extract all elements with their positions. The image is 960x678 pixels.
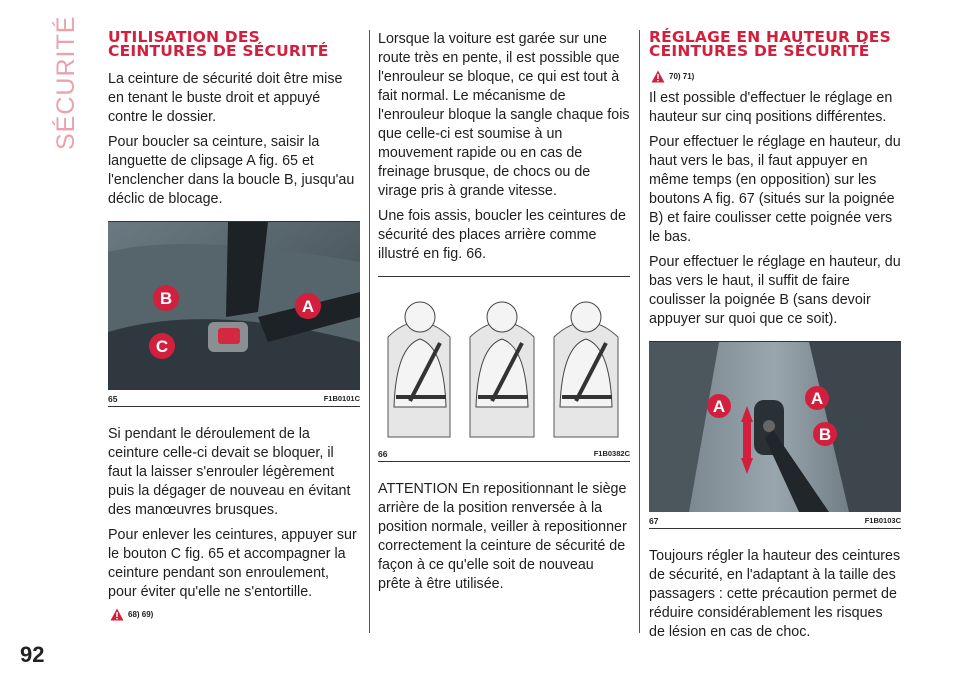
warning-triangle-icon (110, 608, 124, 621)
paragraph: Si pendant le déroulement de la ceinture celle-ci devait se bloquer, il faut la laisser s'enrouler légèrement puis la dégager de nouveau en évitant des manœuvres brusques. (108, 426, 351, 518)
figure-label: B (818, 425, 832, 444)
paragraph: Toujours régler la hauteur des ceintures de sécurité, en l'adaptant à la taille des passagers : cette précaution permet de réduire considérablement les risques de lésion en cas de choc. (649, 548, 901, 640)
paragraph: La ceinture de sécurité doit être mise en tenant le buste droit et appuyé contre le dossier. (108, 71, 343, 125)
warning-ref-text: 68) 69) (128, 610, 154, 619)
figure-number: 66 (378, 449, 388, 459)
column-divider (639, 30, 640, 633)
figure-label: C (155, 337, 169, 356)
page-number: 92 (20, 642, 45, 667)
figure-caption (378, 445, 630, 462)
paragraph: Pour enlever les ceintures, appuyer sur le bouton C fig. 65 et accompagner la ceinture pendant son enroulement, pour éviter qu'elle ne s'entortille. (108, 527, 357, 600)
paragraph: Pour effectuer le réglage en hauteur, du bas vers le haut, il suffit de faire coulisser la poignée B (sans devoir appuyer sur quoi que ce soit). (649, 254, 901, 327)
figure-67 (649, 341, 901, 529)
section-heading: UTILISATION DES CEINTURES DE SÉCURITÉ (108, 28, 329, 60)
figure-code: F1B0101C (323, 394, 360, 403)
figure-label: A (810, 389, 824, 408)
paragraph: Pour boucler sa ceinture, saisir la languette de clipsage A fig. 65 et l'enclencher dans la boucle B, jusqu'au déclic de blocage. (108, 134, 355, 207)
section-heading: RÉGLAGE EN HAUTEUR DES CEINTURES DE SÉCURITÉ (649, 28, 891, 60)
figure-label: A (712, 397, 726, 416)
figure-number: 65 (108, 394, 118, 404)
column-1 (108, 30, 360, 627)
paragraph: Lorsque la voiture est garée sur une route très en pente, il est possible que l'enrouleur se bloque, ce qui est tout à fait normal. Le mécanisme de l'enrouleur bloque la sangle chaque fois que celle-ci est soumise à un mouvement rapide ou en cas de freinage brusque, de chocs ou de virage pris à grande vitesse. (378, 31, 630, 199)
rear-seats-illustration (378, 277, 630, 445)
figure-caption (649, 512, 901, 529)
figure-66 (378, 276, 630, 462)
figure-caption (108, 390, 360, 407)
paragraph: Il est possible d'effectuer le réglage en hauteur sur cinq positions différentes. (649, 90, 893, 125)
figure-number: 67 (649, 516, 659, 526)
warning-reference (651, 70, 901, 83)
figure-label: B (159, 289, 173, 308)
figure-code: F1B0382C (593, 449, 630, 458)
belt-height-adjuster-image (649, 342, 901, 512)
column-3 (649, 30, 901, 648)
warning-ref-text: 70) 71) (669, 72, 695, 81)
paragraph: Une fois assis, boucler les ceintures de sécurité des places arrière comme illustré en fig. 66. (378, 208, 626, 262)
figure-code: F1B0103C (864, 516, 901, 525)
warning-triangle-icon (651, 70, 665, 83)
paragraph: Pour effectuer le réglage en hauteur, du haut vers le bas, il faut appuyer en même temps (en opposition) sur les boutons A fig. 67 (situés sur la poignée B) et faire coulisser cette poignée vers le bas. (649, 134, 901, 245)
paragraph: ATTENTION En repositionnant le siège arrière de la position renversée à la position normale, veiller à repositionner correctement la ceinture de sécurité de façon à ce qu'elle soit de nouveau prête à être utilisée. (378, 481, 627, 592)
column-2 (378, 30, 630, 600)
figure-65 (108, 221, 360, 407)
figure-label: A (301, 297, 315, 316)
column-divider (369, 30, 370, 633)
section-side-tab: SÉCURITÉ (52, 15, 80, 150)
seatbelt-buckle-image (108, 222, 360, 390)
warning-reference (110, 608, 360, 621)
